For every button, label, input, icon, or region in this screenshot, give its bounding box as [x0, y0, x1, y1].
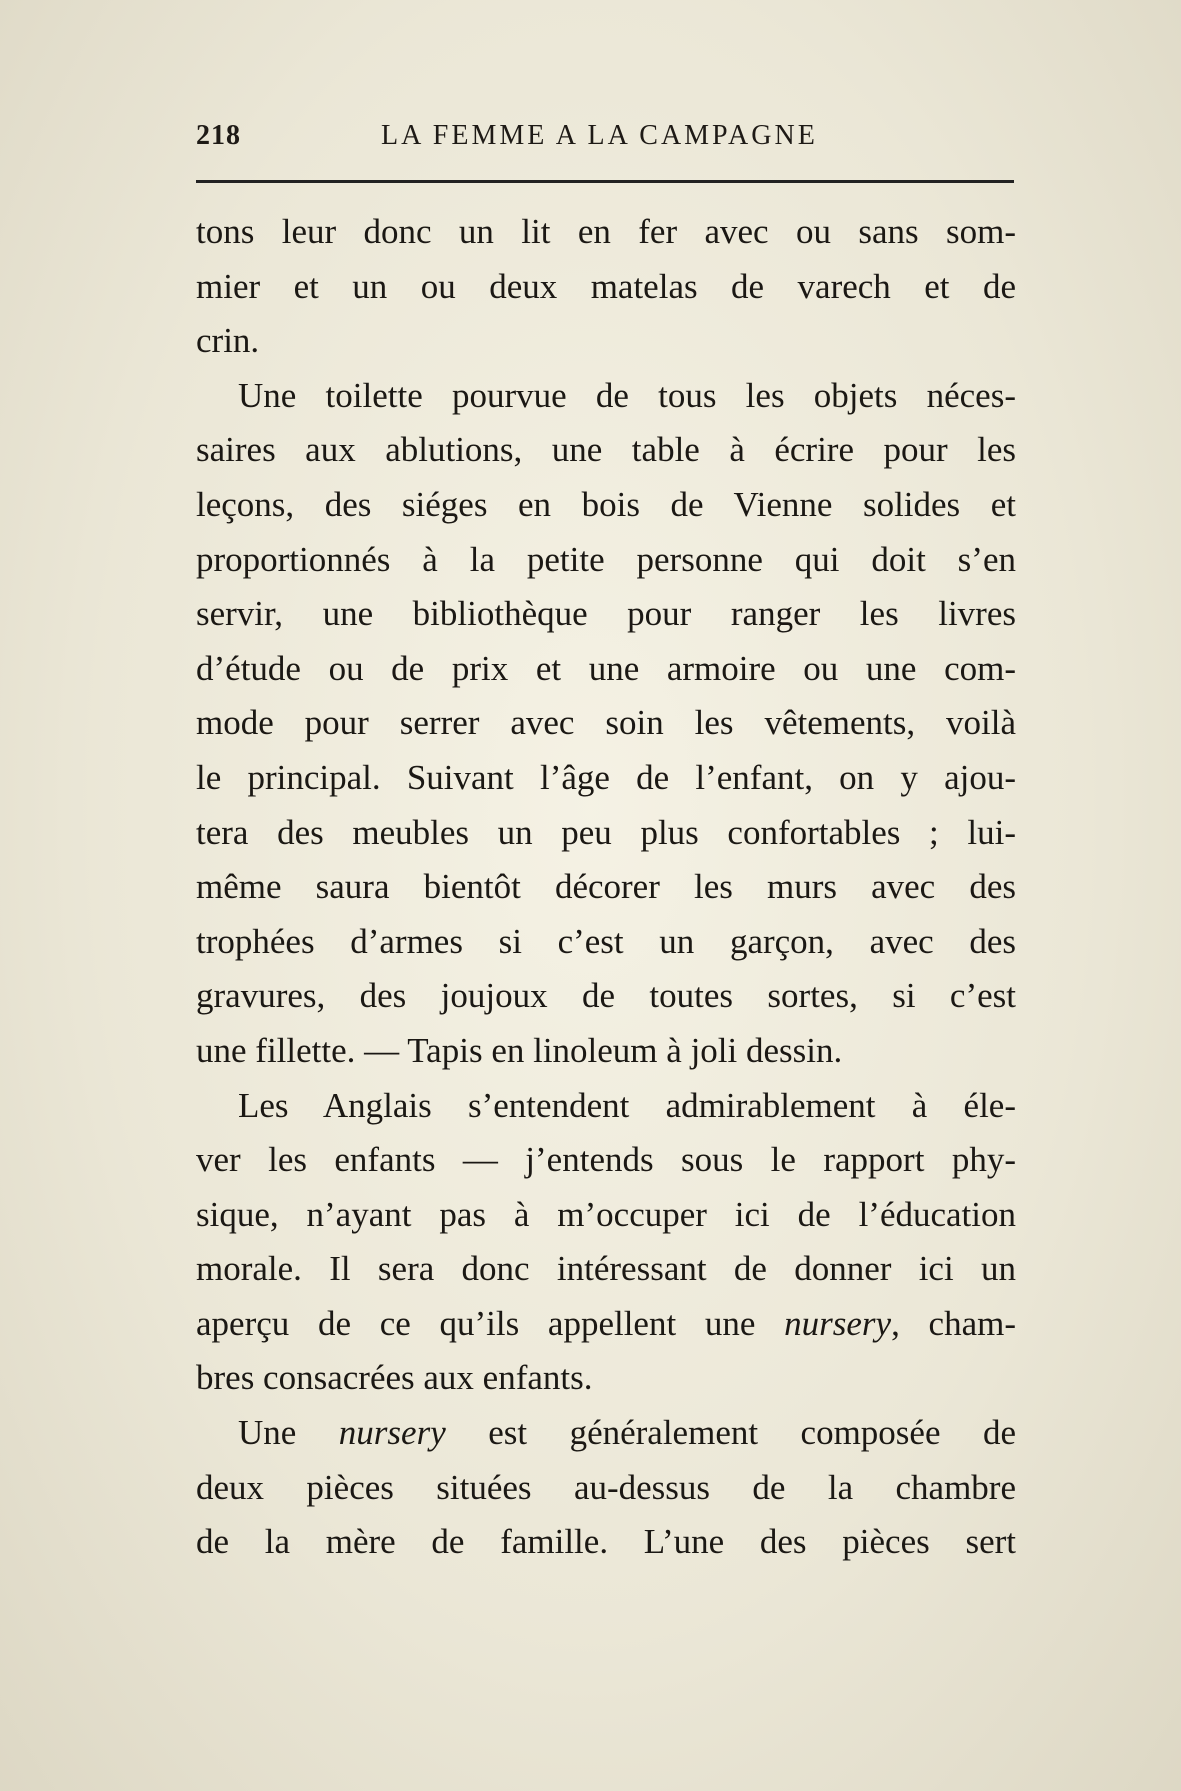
italic-term: nursery	[784, 1303, 892, 1343]
text-line: d’étude ou de prix et une armoire ou une com-	[196, 648, 1016, 688]
page-header	[196, 120, 1016, 160]
paragraph-start-line: Les Anglais s’entendent admirablement à éle-	[238, 1085, 1016, 1125]
text-fragment: , cham-	[891, 1303, 1017, 1343]
text-line: mier et un ou deux matelas de varech et de	[196, 266, 1016, 306]
text-line-with-italic	[196, 1297, 1016, 1352]
text-line: leçons, des siéges en bois de Vienne solides et	[196, 484, 1016, 524]
text-line: ver les enfants — j’entends sous le rapport phy-	[196, 1140, 1016, 1180]
page-number: 218	[196, 120, 241, 151]
text-line: morale. Il sera donc intéressant de donner ici un	[196, 1249, 1016, 1289]
text-line: crin.	[196, 321, 260, 361]
text-line: tera des meubles un peu plus confortables ; lui-	[196, 812, 1016, 852]
text-line: tons leur donc un lit en fer avec ou sans som-	[196, 212, 1016, 251]
body-text	[196, 205, 1016, 1570]
text-line: saires aux ablutions, une table à écrire pour les	[196, 430, 1016, 470]
text-line: gravures, des joujoux de toutes sortes, si c’est	[196, 976, 1016, 1016]
italic-term: nursery	[338, 1413, 446, 1453]
text-line: bres consacrées aux enfants.	[196, 1358, 593, 1398]
text-line: servir, une bibliothèque pour ranger les livres	[196, 594, 1016, 634]
text-line: le principal. Suivant l’âge de l’enfant, on y ajou-	[196, 757, 1016, 797]
paragraph-start-line: Une toilette pourvue de tous les objets néces-	[238, 375, 1016, 415]
text-fragment: Une	[238, 1413, 297, 1453]
text-line: une fillette. — Tapis en linoleum à joli dessin.	[196, 1030, 843, 1070]
text-line: mode pour serrer avec soin les vêtements, voilà	[196, 703, 1016, 743]
text-line: sique, n’ayant pas à m’occuper ici de l’éducation	[196, 1194, 1016, 1234]
text-line: trophées d’armes si c’est un garçon, avec des	[196, 921, 1016, 961]
text-line: proportionnés à la petite personne qui doit s’en	[196, 539, 1016, 579]
running-title: LA FEMME A LA CAMPAGNE	[381, 120, 818, 151]
text-line: même saura bientôt décorer les murs avec des	[196, 867, 1016, 907]
header-rule	[196, 180, 1014, 183]
paragraph-start-line-with-italic	[196, 1406, 1016, 1461]
text-line: de la mère de famille. L’une des pièces sert	[196, 1522, 1016, 1562]
text-fragment: aperçu de ce qu’ils appellent une	[196, 1303, 756, 1343]
text-line: deux pièces situées au-dessus de la chambre	[196, 1467, 1016, 1507]
text-fragment: est généralement composée de	[488, 1413, 1017, 1453]
